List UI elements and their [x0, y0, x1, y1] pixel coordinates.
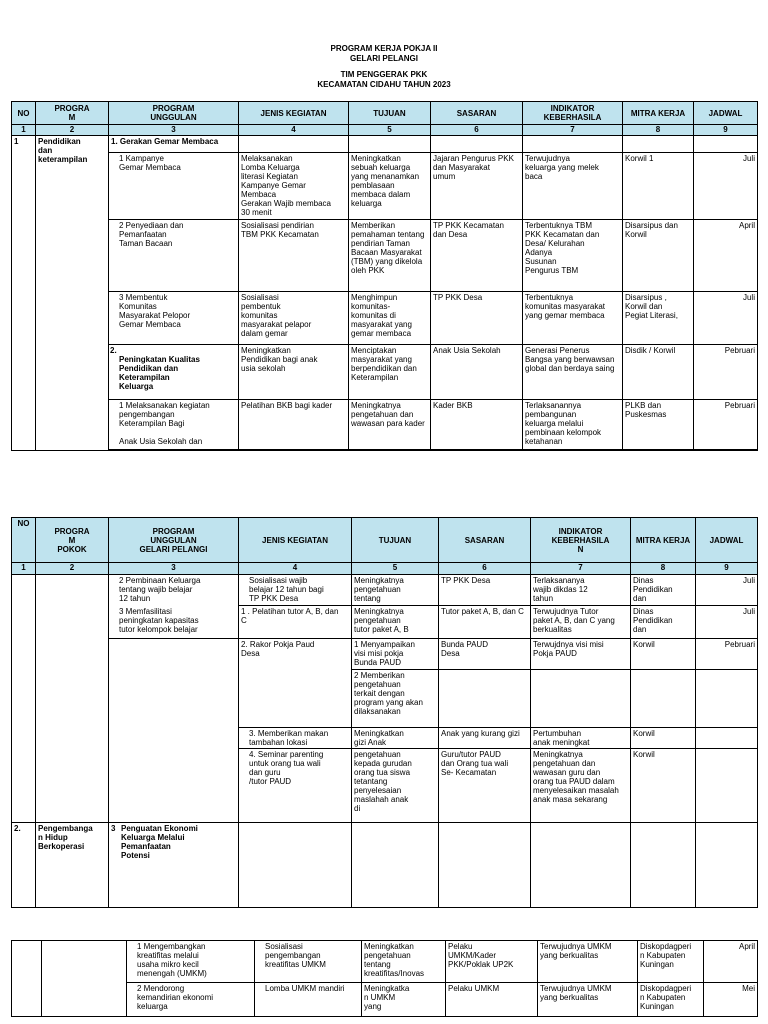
- col-number: 8: [631, 563, 696, 575]
- indikator: Terwujdnya visi misi Pokja PAUD: [531, 639, 631, 670]
- table-row: [12, 606, 758, 639]
- table-row: [12, 941, 758, 983]
- table-row: [12, 292, 758, 345]
- document-header: [0, 44, 768, 90]
- sub-program: 2 Pembinaan Keluarga tentang wajib belajar 12 tahun: [109, 575, 239, 606]
- mitra-kerja: PLKB dan Puskesmas: [623, 400, 694, 450]
- mitra-kerja: Dinas Pendidikan dan: [631, 575, 696, 606]
- indikator: Terwujudnya keluarga yang melek baca: [523, 152, 623, 219]
- jenis-kegiatan: 4. Seminar parenting untuk orang tua wali dan guru /tutor PAUD: [239, 749, 352, 823]
- tujuan: 1 Menyampaikan visi misi pokja Bunda PAUD: [352, 639, 439, 670]
- tujuan: Menciptakan masyarakat yang berpendidikan dan Keterampilan: [349, 345, 431, 400]
- tujuan: Memberikan pemahaman tentang pendirian Taman Bacaan Masyarakat (TBM) yang dikelola oleh PKK: [349, 220, 431, 292]
- indikator: Terlaksanannya pembangunan keluarga melalui pembinaan kelompok ketahanan: [523, 400, 623, 450]
- sasaran: TP PKK Desa: [431, 292, 523, 345]
- header-subtitle: GELARI PELANGI: [349, 54, 418, 63]
- header-organization: TIM PENGGERAK PKK: [340, 70, 428, 79]
- col-number: 2: [36, 563, 109, 575]
- header-title: PROGRAM KERJA POKJA II: [330, 44, 438, 53]
- indikator: Terbentuknya komunitas masyarakat yang gemar membaca: [523, 292, 623, 345]
- jenis-kegiatan: 1 . Pelatihan tutor A, B, dan C: [239, 606, 352, 639]
- col-header-jenis-kegiatan: JENIS KEGIATAN: [239, 518, 352, 563]
- col-header-sasaran: SASARAN: [439, 518, 531, 563]
- mitra-kerja: Diskopdagperi n Kabupaten Kuningan: [638, 983, 704, 1017]
- sasaran: Guru/tutor PAUD dan Orang tua wali Se- Kecamatan: [439, 749, 531, 823]
- indikator: Terwujudnya UMKM yang berkualitas: [538, 983, 638, 1017]
- col-number: 9: [696, 563, 758, 575]
- tujuan: Meningkatkan pengetahuan tentang kreatifitas/Inovas: [362, 941, 446, 983]
- col-header-mitra-kerja: MITRA KERJA: [631, 518, 696, 563]
- jadwal: Pebruari: [696, 639, 758, 670]
- program-unggulan-number: 2.: [110, 346, 117, 356]
- sub-program: 2 Penyediaan dan Pemanfaatan Taman Bacaan: [109, 220, 239, 292]
- jenis-kegiatan: Meningkatkan Pendidikan bagi anak usia sekolah: [239, 345, 349, 400]
- sub-program: 1 Mengembangkan kreatifitas melalui usaha mikro kecil menengah (UMKM): [127, 941, 255, 983]
- col-header-program: PROGRA M: [36, 102, 109, 125]
- jadwal: Juli: [694, 152, 758, 219]
- jadwal: Pebruari: [694, 345, 758, 400]
- mitra-kerja: Korwil: [631, 749, 696, 823]
- sasaran: Pelaku UMKM/Kader PKK/Poklak UP2K: [446, 941, 538, 983]
- jadwal: April: [704, 941, 758, 983]
- table-row: [12, 135, 758, 152]
- jadwal: Juli: [694, 292, 758, 345]
- col-number: 2: [36, 125, 109, 135]
- indikator: Terwujudnya UMKM yang berkualitas: [538, 941, 638, 983]
- header-period: KECAMATAN CIDAHU TAHUN 2023: [317, 80, 451, 89]
- tujuan: pengetahuan kepada gurudan orang tua siswa tetantang penyelesaian maslahah anak di: [352, 749, 439, 823]
- mitra-kerja: Korwil: [631, 639, 696, 670]
- sasaran: Tutor paket A, B, dan C: [439, 606, 531, 639]
- col-header-tujuan: TUJUAN: [349, 102, 431, 125]
- sub-program: 2 Mendorong kemandirian ekonomi keluarga: [127, 983, 255, 1017]
- jenis-kegiatan: Sosialisasi wajib belajar 12 tahun bagi TP PKK Desa: [239, 575, 352, 606]
- table-row: [12, 823, 758, 908]
- work-program-table-2: [11, 517, 758, 908]
- tujuan: Meningkatnya pengetahuan tutor paket A, B: [352, 606, 439, 639]
- col-number: 1: [12, 563, 36, 575]
- jadwal: Mei: [704, 983, 758, 1017]
- row-number: 2.: [12, 823, 36, 908]
- col-header-tujuan: TUJUAN: [352, 518, 439, 563]
- col-header-jadwal: JADWAL: [694, 102, 758, 125]
- mitra-kerja: Diskopdagperi n Kabupaten Kuningan: [638, 941, 704, 983]
- sasaran: Anak Usia Sekolah: [431, 345, 523, 400]
- tujuan: Meningkatka n UMKM yang: [362, 983, 446, 1017]
- col-header-no: NO: [12, 102, 36, 125]
- col-number: 6: [431, 125, 523, 135]
- table-row: [12, 152, 758, 219]
- row-number: 1: [12, 135, 36, 450]
- mitra-kerja: Dinas Pendidikan dan: [631, 606, 696, 639]
- sub-program: 3 Membentuk Komunitas Masyarakat Pelopor Gemar Membaca: [109, 292, 239, 345]
- tujuan: Meningkatnya pengetahuan tentang: [352, 575, 439, 606]
- col-header-indikator: INDIKATOR KEBERHASILA N: [531, 518, 631, 563]
- jenis-kegiatan: Sosialisasi pendirian TBM PKK Kecamatan: [239, 220, 349, 292]
- col-number: 4: [239, 125, 349, 135]
- tujuan: Menghimpun komunitas- komunitas di masyarakat yang gemar membaca: [349, 292, 431, 345]
- jenis-kegiatan: 3. Memberikan makan tambahan lokasi: [239, 728, 352, 749]
- mitra-kerja: Disarsipus , Korwil dan Pegiat Literasi,: [623, 292, 694, 345]
- indikator: Terlaksananya wajib dikdas 12 tahun: [531, 575, 631, 606]
- table-row: [12, 400, 758, 450]
- jadwal: Juli: [696, 575, 758, 606]
- sasaran: Anak yang kurang gizi: [439, 728, 531, 749]
- sasaran: Kader BKB: [431, 400, 523, 450]
- sub-program: 3 Memfasilitasi peningkatan kapasitas tutor kelompok belajar: [109, 606, 239, 639]
- mitra-kerja: Korwil: [631, 728, 696, 749]
- col-number: 3: [109, 563, 239, 575]
- mitra-kerja: Korwil 1: [623, 152, 694, 219]
- col-number: 3: [109, 125, 239, 135]
- jenis-kegiatan: Sosialisasi pengembangan kreatifitas UMKM: [255, 941, 362, 983]
- table-row: [12, 575, 758, 606]
- col-number: 4: [239, 563, 352, 575]
- program-unggulan: 2. Peningkatan Kualitas Pendidikan dan Keterampilan Keluarga: [109, 345, 239, 400]
- tujuan: 2 Memberikan pengetahuan terkait dengan program yang akan dilaksanakan: [352, 670, 439, 728]
- col-header-program-pokok: PROGRA M POKOK: [36, 518, 109, 563]
- mitra-kerja: Disdik / Korwil: [623, 345, 694, 400]
- col-number: 7: [531, 563, 631, 575]
- sasaran: TP PKK Desa: [439, 575, 531, 606]
- jenis-kegiatan: Pelatihan BKB bagi kader: [239, 400, 349, 450]
- jadwal: Juli: [696, 606, 758, 639]
- col-header-jenis-kegiatan: JENIS KEGIATAN: [239, 102, 349, 125]
- mitra-kerja: Disarsipus dan Korwil: [623, 220, 694, 292]
- table-row: [12, 220, 758, 292]
- sasaran: Jajaran Pengurus PKK dan Masyarakat umum: [431, 152, 523, 219]
- program-unggulan: 1. Gerakan Gemar Membaca: [109, 135, 239, 152]
- indikator: Generasi Penerus Bangsa yang berwawsan global dan berdaya saing: [523, 345, 623, 400]
- col-header-no: NO: [12, 518, 36, 563]
- col-header-indikator: INDIKATOR KEBERHASILA: [523, 102, 623, 125]
- col-number: 9: [694, 125, 758, 135]
- col-number: 5: [349, 125, 431, 135]
- program-unggulan: 3 Penguatan Ekonomi Keluarga Melalui Pemanfaatan Potensi: [109, 823, 239, 908]
- tujuan: Meningkatkan sebuah keluarga yang menanamkan pemblasaan membaca dalam keluarga: [349, 152, 431, 219]
- jenis-kegiatan: Melaksanakan Lomba Keluarga literasi Kegiatan Kampanye Gemar Membaca Gerakan Wajib membaca 30 menit: [239, 152, 349, 219]
- col-number: 7: [523, 125, 623, 135]
- program-name: Pengembanga n Hidup Berkoperasi: [36, 823, 109, 908]
- col-header-program-unggulan: PROGRAM UNGGULAN GELARI PELANGI: [109, 518, 239, 563]
- indikator: Terwujudnya Tutor paket A, B, dan C yang berkualitas: [531, 606, 631, 639]
- jadwal: Pebruari: [694, 400, 758, 450]
- sub-program: 1 Melaksanakan kegiatan pengembangan Keterampilan Bagi Anak Usia Sekolah dan: [109, 400, 239, 450]
- jenis-kegiatan: Sosialisasi pembentuk komunitas masyarakat pelapor dalam gemar: [239, 292, 349, 345]
- col-number: 8: [623, 125, 694, 135]
- jenis-kegiatan: 2. Rakor Pokja Paud Desa: [239, 639, 352, 728]
- table-row: [12, 345, 758, 400]
- indikator: Terbentuknya TBM PKK Kecamatan dan Desa/ Kelurahan Adanya Susunan Pengurus TBM: [523, 220, 623, 292]
- tujuan: Meningkatnya pengetahuan dan wawasan para kader: [349, 400, 431, 450]
- col-number: 5: [352, 563, 439, 575]
- sasaran: TP PKK Kecamatan dan Desa: [431, 220, 523, 292]
- jenis-kegiatan: Lomba UMKM mandiri: [255, 983, 362, 1017]
- program-name: Pendidikan dan keterampilan: [36, 135, 109, 450]
- col-header-jadwal: JADWAL: [696, 518, 758, 563]
- jadwal: April: [694, 220, 758, 292]
- col-header-mitra-kerja: MITRA KERJA: [623, 102, 694, 125]
- sub-program: 1 Kampanye Gemar Membaca: [109, 152, 239, 219]
- col-number: 6: [439, 563, 531, 575]
- col-header-program-unggulan: PROGRAM UNGGULAN: [109, 102, 239, 125]
- tujuan: Meningkatkan gizi Anak: [352, 728, 439, 749]
- col-header-sasaran: SASARAN: [431, 102, 523, 125]
- sasaran: Pelaku UMKM: [446, 983, 538, 1017]
- table-row: [12, 639, 758, 670]
- sasaran: Bunda PAUD Desa: [439, 639, 531, 670]
- work-program-table-3: [11, 940, 758, 1017]
- indikator: Meningkatnya pengetahuan dan wawasan guru dan orang tua PAUD dalam menyelesaikan masalah anak masa sekarang: [531, 749, 631, 823]
- col-number: 1: [12, 125, 36, 135]
- indikator: Pertumbuhan anak meningkat: [531, 728, 631, 749]
- work-program-table-1: [11, 101, 758, 451]
